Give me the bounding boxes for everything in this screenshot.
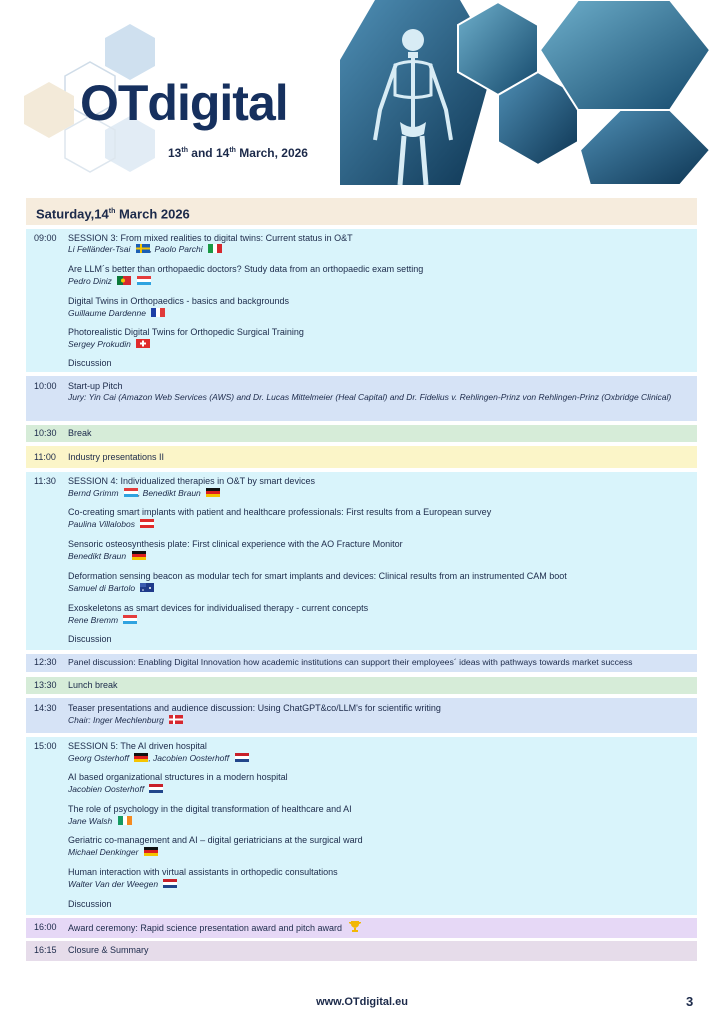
session-time: 10:00 [34, 381, 57, 391]
talk-title: Are LLM´s better than orthopaedic doctors? Study data from an orthopaedic exam setting [68, 264, 424, 274]
session-title: SESSION 3: From mixed realities to digital twins: Current status in O&T [68, 233, 353, 243]
sweden-flag-icon [136, 244, 150, 253]
session-block [26, 425, 697, 442]
ireland-flag-icon [118, 816, 132, 825]
session-block [26, 654, 697, 672]
event-dates: 13th and 14th March, 2026 [168, 146, 308, 160]
talk-title: Sensoric osteosynthesis plate: First clinical experience with the AO Fracture Monitor [68, 539, 403, 549]
talk-title: AI based organizational structures in a modern hospital [68, 772, 288, 782]
session-block [26, 698, 697, 733]
talk-speaker: Jacobien Oosterhoff [68, 784, 689, 795]
session-time: 14:30 [34, 703, 57, 713]
day-heading: Saturday,14th March 2026 [26, 198, 697, 225]
session-time: 09:00 [34, 233, 57, 243]
session-time: 10:30 [34, 428, 57, 438]
session-title: Closure & Summary [68, 945, 149, 955]
jury: Jury: Yin Cai (Amazon Web Services (AWS) and Dr. Lucas Mittelmeier (Heal Capital) and Dr. Fidelius v. Rehlingen-Prinz von Rehlingen-Prinz (Oxbridge Clinical) [68, 392, 672, 402]
australia-flag-icon [140, 583, 154, 592]
france-flag-icon [151, 308, 165, 317]
session-block [26, 737, 697, 915]
speakers: Georg Osterhoff , Jacobien Oosterhoff [68, 753, 689, 764]
germany-flag-icon [132, 551, 146, 560]
session-time: 16:00 [34, 922, 57, 932]
header [0, 0, 724, 190]
speakers: Li Felländer-Tsai , Paolo Parchi [68, 244, 689, 255]
talk-speaker: Michael Denkinger [68, 847, 689, 858]
talk-speaker: Paulina Villalobos [68, 519, 689, 530]
session-block [26, 918, 697, 938]
session-block [26, 472, 697, 650]
portugal-flag-icon [117, 276, 131, 285]
page-number: 3 [686, 994, 694, 1009]
session-block [26, 446, 697, 468]
germany-flag-icon [206, 488, 220, 497]
session-time: 15:00 [34, 741, 57, 751]
session-title: Lunch break [68, 680, 118, 690]
luxembourg-flag-icon [137, 276, 151, 285]
luxembourg-flag-icon [123, 615, 137, 624]
talk-title: Photorealistic Digital Twins for Orthopedic Surgical Training [68, 327, 304, 337]
talk-speaker: Rene Bremm [68, 615, 689, 626]
austria-flag-icon [140, 519, 154, 528]
discussion: Discussion [68, 358, 112, 368]
session-time: 16:15 [34, 945, 57, 955]
netherlands-flag-icon [235, 753, 249, 762]
talk-speaker: Jane Walsh [68, 816, 689, 827]
germany-flag-icon [144, 847, 158, 856]
session-time: 11:00 [34, 452, 56, 462]
talk-speaker: Benedikt Braun [68, 551, 689, 562]
talk-title: Geriatric co-management and AI – digital geriatricians at the surgical ward [68, 835, 363, 845]
skeleton-image-icon [340, 0, 724, 185]
talk-title: Digital Twins in Orthopaedics - basics and backgrounds [68, 296, 289, 306]
germany-flag-icon [134, 753, 148, 762]
session-title: Industry presentations II [68, 452, 165, 462]
talk-speaker: Guillaume Dardenne [68, 308, 689, 319]
speakers: Bernd Grimm , Benedikt Braun [68, 488, 689, 499]
netherlands-flag-icon [149, 784, 163, 793]
session-title: Award ceremony: Rapid science presentation award and pitch award [68, 921, 689, 934]
talk-title: Human interaction with virtual assistants in orthopedic consultations [68, 867, 338, 877]
talk-speaker: Sergey Prokudin [68, 339, 689, 350]
session-time: 11:30 [34, 476, 56, 486]
denmark-flag-icon [169, 715, 183, 724]
session-time: 13:30 [34, 680, 57, 690]
session-time: 12:30 [34, 657, 57, 667]
talk-title: The role of psychology in the digital transformation of healthcare and AI [68, 804, 352, 814]
talk-speaker: Walter Van der Weegen [68, 879, 689, 890]
session-title: Start-up Pitch [68, 381, 123, 391]
session-title: SESSION 5: The AI driven hospital [68, 741, 207, 751]
talk-title: Co-creating smart implants with patient and healthcare professionals: First results from a European survey [68, 507, 492, 517]
session-title: Break [68, 428, 92, 438]
discussion: Discussion [68, 634, 112, 644]
switzerland-flag-icon [136, 339, 150, 348]
session-block [26, 376, 697, 421]
session-title: Panel discussion: Enabling Digital Innovation how academic institutions can support their employees´ ideas with pathways towards market success [68, 657, 633, 667]
talk-title: Exoskeletons as smart devices for individualised therapy - current concepts [68, 603, 369, 613]
chair: Chair: Inger Mechlenburg [68, 715, 689, 726]
session-title: Teaser presentations and audience discussion: Using ChatGPT&co/LLM's for scientific writing [68, 703, 441, 713]
discussion: Discussion [68, 899, 112, 909]
luxembourg-flag-icon [124, 488, 138, 497]
website-url: www.OTdigital.eu [316, 996, 408, 1008]
logo: OTdigital [80, 75, 288, 131]
italy-flag-icon [208, 244, 222, 253]
talk-speaker: Pedro Diniz [68, 276, 689, 287]
session-block [26, 941, 697, 961]
talk-speaker: Samuel di Bartolo [68, 583, 689, 594]
netherlands-flag-icon [163, 879, 177, 888]
session-title: SESSION 4: Individualized therapies in O&T by smart devices [68, 476, 315, 486]
session-block [26, 229, 697, 372]
trophy-icon [349, 921, 361, 932]
talk-title: Deformation sensing beacon as modular tech for smart implants and devices: Clinical results from an instrumented CAM boot [68, 571, 567, 581]
session-block [26, 677, 697, 694]
